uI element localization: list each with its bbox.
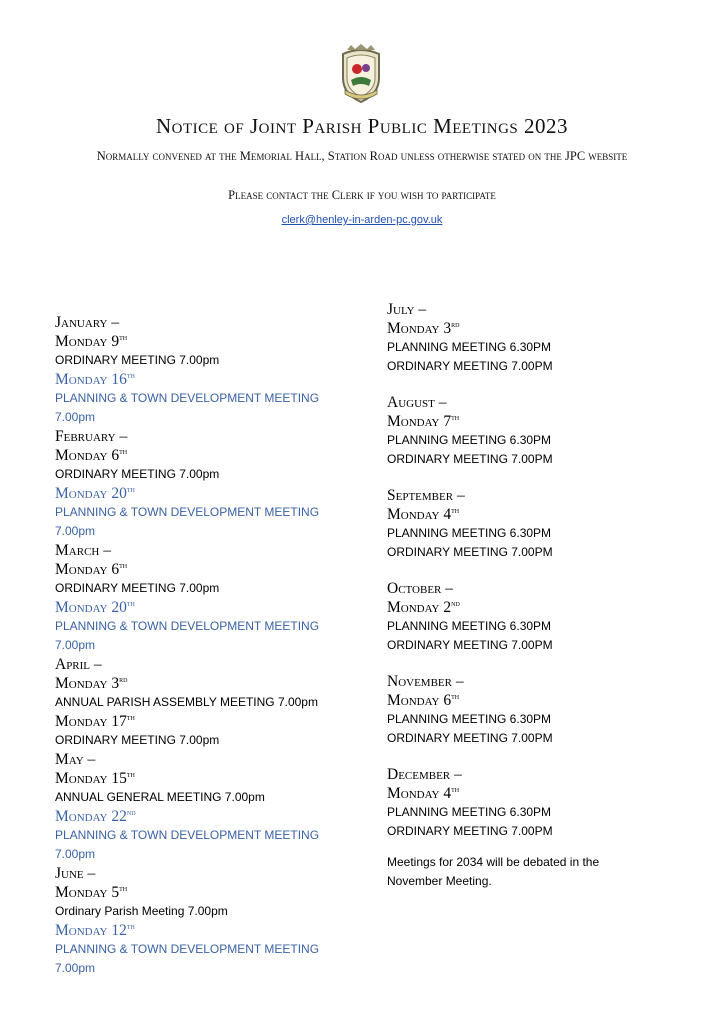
meeting-date: Monday 9th <box>55 332 128 350</box>
ordinary-meeting: ORDINARY MEETING 7.00PM <box>387 545 553 559</box>
meeting-date: Monday 3rd <box>387 319 460 337</box>
meeting-type: Ordinary Parish Meeting 7.00pm <box>55 904 228 918</box>
meeting-date: Monday 22nd <box>55 807 136 825</box>
planning-meeting: PLANNING MEETING 6.30PM <box>387 805 552 819</box>
contact-note: Please contact the Clerk if you wish to participate <box>228 188 496 202</box>
month-january <box>55 313 355 427</box>
meeting-type: PLANNING & TOWN DEVELOPMENT MEETING 7.00pm <box>55 828 320 861</box>
meeting-date: Monday 20th <box>55 484 135 502</box>
month-june <box>55 864 355 978</box>
meeting-date: Monday 17th <box>55 712 135 730</box>
month-november <box>387 672 687 748</box>
meeting-date: Monday 6th <box>55 446 128 464</box>
month-label: January – <box>55 314 120 331</box>
meeting-type: ANNUAL PARISH ASSEMBLY MEETING 7.00pm <box>55 695 318 709</box>
month-may <box>55 750 355 864</box>
month-label: May – <box>55 751 96 768</box>
meeting-date: Monday 6th <box>387 691 460 709</box>
meeting-date: Monday 12th <box>55 921 135 939</box>
meeting-date: Monday 6th <box>55 560 128 578</box>
meeting-type: ANNUAL GENERAL MEETING 7.00pm <box>55 790 265 804</box>
meeting-type: PLANNING & TOWN DEVELOPMENT MEETING 7.00pm <box>55 391 320 424</box>
footnote: Meetings for 2034 will be debated in the November Meeting. <box>387 855 600 888</box>
month-label: August – <box>387 394 447 411</box>
ordinary-meeting: ORDINARY MEETING 7.00PM <box>387 638 553 652</box>
month-september <box>387 486 687 562</box>
month-february <box>55 427 355 541</box>
ordinary-meeting: ORDINARY MEETING 7.00PM <box>387 359 553 373</box>
planning-meeting: PLANNING MEETING 6.30PM <box>387 712 552 726</box>
month-label: March – <box>55 542 111 559</box>
month-label: December – <box>387 766 462 783</box>
schedule-left-column <box>55 313 355 978</box>
month-label: July – <box>387 301 427 318</box>
meeting-type: ORDINARY MEETING 7.00pm <box>55 581 220 595</box>
planning-meeting: PLANNING MEETING 6.30PM <box>387 619 552 633</box>
month-july <box>387 300 687 376</box>
coat-of-arms-crest-icon <box>333 44 389 104</box>
month-december <box>387 765 687 841</box>
meeting-date: Monday 2nd <box>387 598 460 616</box>
meeting-type: PLANNING & TOWN DEVELOPMENT MEETING 7.00pm <box>55 619 320 652</box>
meeting-date: Monday 5th <box>55 883 128 901</box>
month-march <box>55 541 355 655</box>
planning-meeting: PLANNING MEETING 6.30PM <box>387 433 552 447</box>
meeting-date: Monday 4th <box>387 784 460 802</box>
month-label: June – <box>55 865 96 882</box>
month-label: February – <box>55 428 128 445</box>
month-october <box>387 579 687 655</box>
clerk-email-link[interactable]: clerk@henley-in-arden-pc.gov.uk <box>281 214 443 226</box>
ordinary-meeting: ORDINARY MEETING 7.00PM <box>387 731 553 745</box>
meeting-date: Monday 20th <box>55 598 135 616</box>
meeting-type: PLANNING & TOWN DEVELOPMENT MEETING 7.00pm <box>55 505 320 538</box>
meeting-type: ORDINARY MEETING 7.00pm <box>55 733 220 747</box>
ordinary-meeting: ORDINARY MEETING 7.00PM <box>387 452 553 466</box>
meeting-type: PLANNING & TOWN DEVELOPMENT MEETING 7.00pm <box>55 942 320 975</box>
venue-subtitle: Normally convened at the Memorial Hall, Station Road unless otherwise stated on the JPC website <box>96 149 628 163</box>
month-label: November – <box>387 673 464 690</box>
schedule-right-column <box>387 300 687 891</box>
ordinary-meeting: ORDINARY MEETING 7.00PM <box>387 824 553 838</box>
month-label: October – <box>387 580 454 597</box>
meeting-type: ORDINARY MEETING 7.00pm <box>55 353 220 367</box>
meeting-type: ORDINARY MEETING 7.00pm <box>55 467 220 481</box>
month-august <box>387 393 687 469</box>
month-april <box>55 655 355 750</box>
page-title: Notice of Joint Parish Public Meetings 2023 <box>155 114 569 138</box>
meeting-date: Monday 7th <box>387 412 460 430</box>
meeting-date: Monday 3rd <box>55 674 128 692</box>
month-label: September – <box>387 487 465 504</box>
meeting-date: Monday 15th <box>55 769 135 787</box>
planning-meeting: PLANNING MEETING 6.30PM <box>387 340 552 354</box>
planning-meeting: PLANNING MEETING 6.30PM <box>387 526 552 540</box>
meeting-date: Monday 4th <box>387 505 460 523</box>
month-label: April – <box>55 656 102 673</box>
meeting-date: Monday 16th <box>55 370 135 388</box>
